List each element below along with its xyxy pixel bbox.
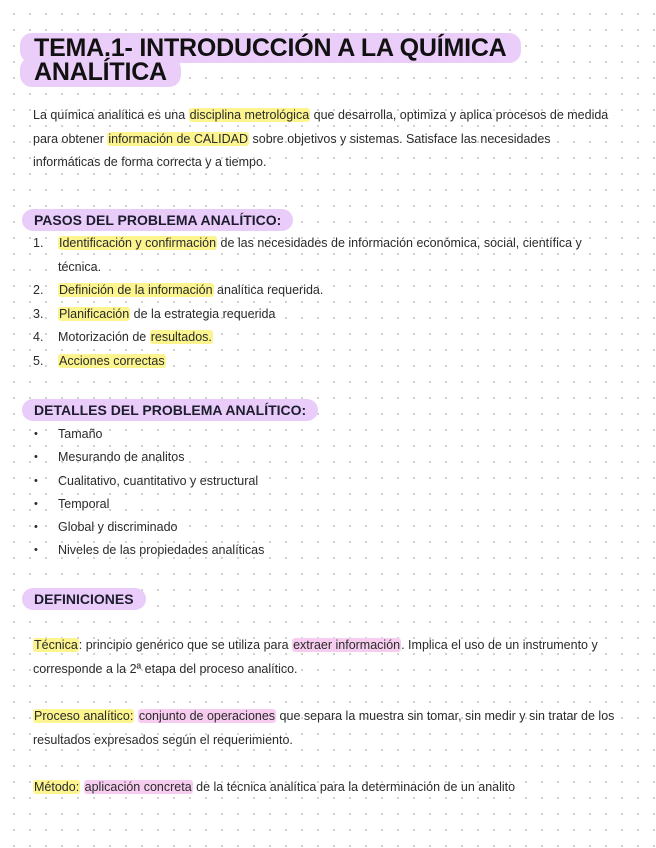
highlight: Identificación y confirmación	[59, 236, 217, 250]
highlight: extraer información	[293, 638, 401, 652]
highlight: Proceso analítico:	[34, 709, 134, 723]
list-item: 5. Acciones correctas	[33, 353, 165, 368]
list-item: • Niveles de las propiedades analíticas	[34, 543, 265, 558]
highlight: Definición de la información	[59, 283, 213, 297]
highlight: Método:	[34, 780, 80, 794]
list-item: 1. Identificación y confirmación de las necesidades de información económica, social, científica y técnica.	[33, 236, 582, 274]
highlight: Técnica	[34, 638, 78, 652]
section-heading-definiciones: DEFINICIONES	[22, 588, 146, 610]
list-item: • Global y discriminado	[34, 520, 178, 535]
definition-proceso: Proceso analítico: conjunto de operaciones que separa la muestra sin tomar, sin medir y sin tratar de los resultados expresados según el requerimiento.	[33, 709, 615, 747]
highlight: conjunto de operaciones	[138, 709, 276, 723]
highlight: disciplina metrológica	[189, 108, 310, 122]
list-item: • Cualitativo, cuantitativo y estructural	[34, 473, 259, 488]
pasos-list	[33, 232, 613, 373]
page-title: TEMA.1- INTRODUCCIÓN A LA QUÍMICA ANALÍTICA	[34, 36, 634, 84]
highlight: aplicación concreta	[84, 780, 192, 794]
highlight: Planificación	[59, 306, 130, 321]
list-item: • Temporal	[34, 496, 110, 511]
detalles-list	[33, 423, 613, 563]
highlight: información de CALIDAD	[108, 131, 249, 146]
list-item: 2. Definición de la información analítica requerida.	[33, 283, 324, 297]
definition-tecnica: Técnica: principio genérico que se utiliza para extraer información. Implica el uso de un instrumento y corresponde a la 2ª etapa del proceso analítico.	[33, 638, 598, 676]
list-item: 4. Motorización de resultados.	[33, 330, 212, 344]
section-heading-detalles: DETALLES DEL PROBLEMA ANALÍTICO:	[22, 399, 318, 421]
definition-metodo: Método: aplicación concreta de la técnica analítica para la determinación de un analito	[34, 780, 516, 794]
list-item: • Mesurando de analitos	[34, 450, 185, 465]
section-heading-pasos: PASOS DEL PROBLEMA ANALÍTICO:	[22, 209, 293, 231]
highlight: resultados.	[150, 330, 212, 344]
list-item: • Tamaño	[34, 427, 103, 441]
highlight: Acciones correctas	[59, 353, 165, 368]
list-item: 3. Planificación de la estrategia requerida	[33, 306, 276, 321]
intro-paragraph: La química analítica es una disciplina metrológica que desarrolla, optimiza y aplica procesos de medida para obtener información de CALIDAD sobre objetivos y sistemas. Satisface las necesidades informáticas de forma correcta y a tiempo.	[33, 108, 609, 169]
